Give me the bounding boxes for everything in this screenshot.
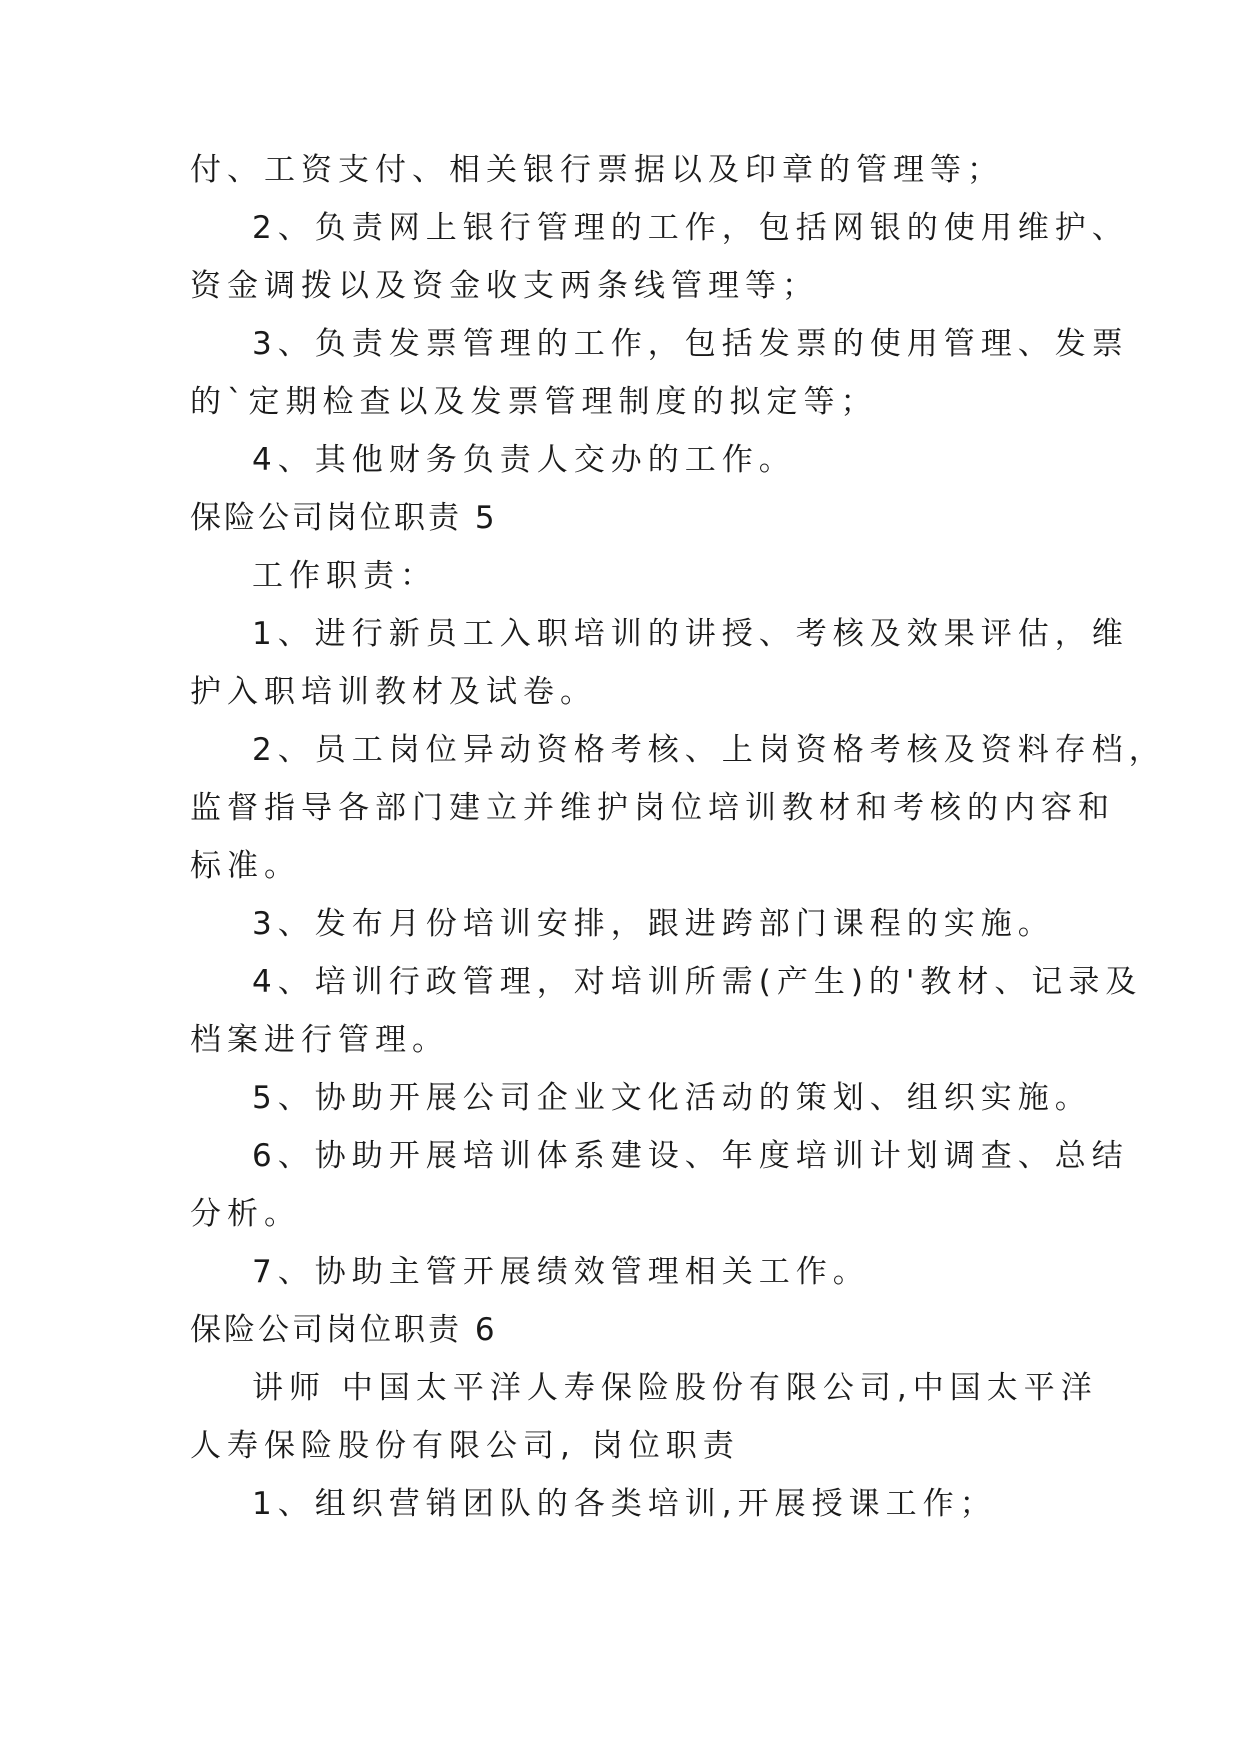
text-line: 的`定期检查以及发票管理制度的拟定等； <box>190 384 878 420</box>
text-line: 1、进行新员工入职培训的讲授、考核及效果评估，维 <box>252 616 1129 652</box>
text-line: 2、员工岗位异动资格考核、上岗资格考核及资料存档， <box>252 732 1166 768</box>
text-line: 讲师 中国太平洋人寿保险股份有限公司,中国太平洋 <box>252 1370 1098 1406</box>
text-line: 2、负责网上银行管理的工作，包括网银的使用维护、 <box>252 210 1129 246</box>
section-heading: 保险公司岗位职责 5 <box>190 500 498 536</box>
text-line: 3、发布月份培训安排，跟进跨部门课程的实施。 <box>252 906 1055 942</box>
text-line: 护入职培训教材及试卷。 <box>190 674 597 710</box>
text-line: 6、协助开展培训体系建设、年度培训计划调查、总结 <box>252 1138 1129 1174</box>
text-line: 工作职责： <box>252 558 437 594</box>
text-line: 监督指导各部门建立并维护岗位培训教材和考核的内容和 <box>190 790 1115 826</box>
section-heading: 保险公司岗位职责 6 <box>190 1312 498 1348</box>
text-line: 1、组织营销团队的各类培训,开展授课工作； <box>252 1486 997 1522</box>
text-line: 标准。 <box>190 848 301 884</box>
text-line: 档案进行管理。 <box>190 1022 449 1058</box>
text-line: 付、工资支付、相关银行票据以及印章的管理等； <box>190 152 1004 188</box>
text-line: 3、负责发票管理的工作，包括发票的使用管理、发票 <box>252 326 1129 362</box>
text-line: 分析。 <box>190 1196 301 1232</box>
text-line: 4、其他财务负责人交办的工作。 <box>252 442 796 478</box>
text-line: 7、协助主管开展绩效管理相关工作。 <box>252 1254 870 1290</box>
text-line: 5、协助开展公司企业文化活动的策划、组织实施。 <box>252 1080 1092 1116</box>
text-line: 4、培训行政管理，对培训所需(产生)的'教材、记录及 <box>252 964 1143 1000</box>
text-line: 资金调拨以及资金收支两条线管理等； <box>190 268 819 304</box>
text-line: 人寿保险股份有限公司, 岗位职责 <box>190 1428 740 1464</box>
